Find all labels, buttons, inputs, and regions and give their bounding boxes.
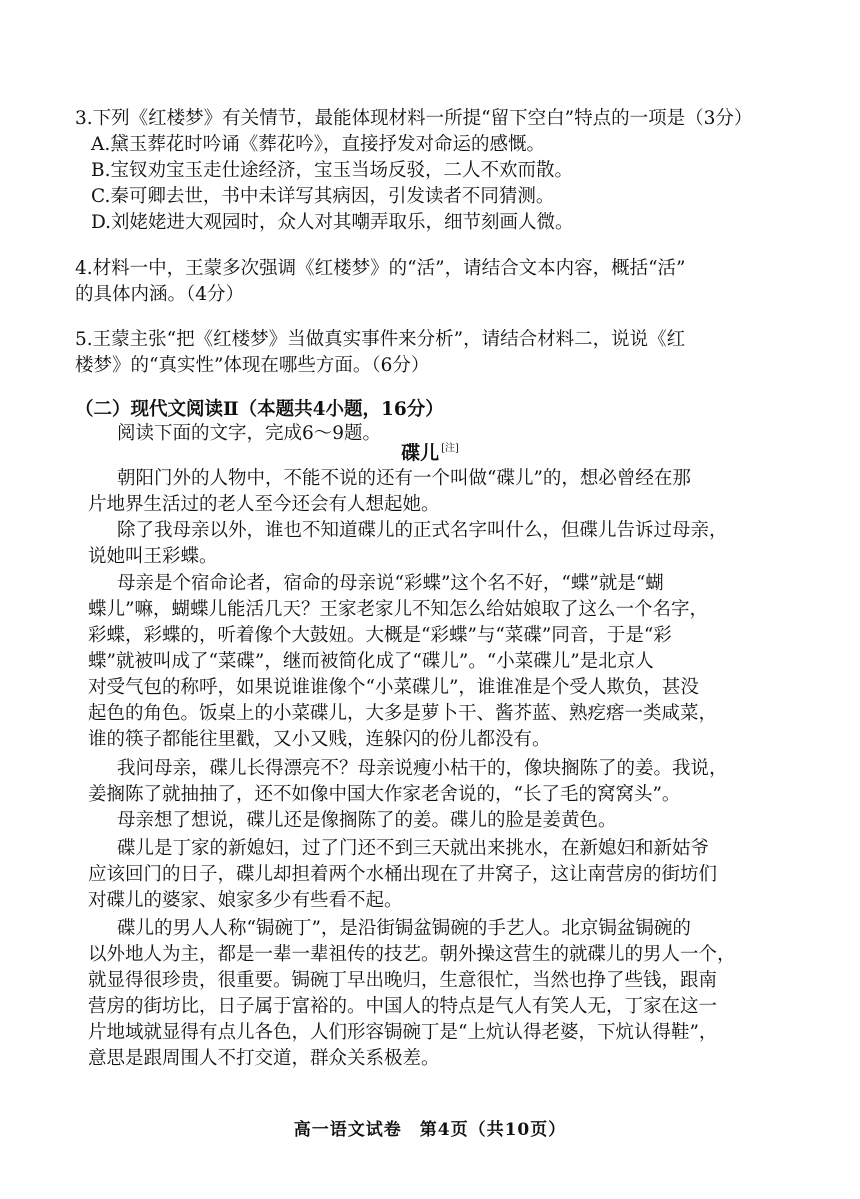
passage-line: 就显得很珍贵，很重要。锔碗丁早出晚归，生意很忙，当然也挣了些钱，跟南 — [88, 970, 718, 991]
passage-line: 片地域就显得有点儿各色，人们形容锔碗丁是“上炕认得老婆，下炕认得鞋”， — [88, 1022, 718, 1043]
section-instruction: 阅读下面的文字，完成6～9题。 — [117, 423, 382, 444]
question-3-option-a: A.黛玉葬花时吟诵《葬花吟》，直接抒发对命运的感慨。 — [91, 134, 545, 155]
passage-line: 朝阳门外的人物中，不能不说的还有一个叫做“碟儿”的，想必曾经在那 — [117, 468, 691, 489]
passage-line: 除了我母亲以外，谁也不知道碟儿的正式名字叫什么，但碟儿告诉过母亲， — [117, 520, 728, 541]
passage-line: 我问母亲，碟儿长得漂亮不？母亲说瘦小枯干的，像块搁陈了的姜。我说， — [117, 758, 728, 779]
passage-title-text: 碟儿 — [401, 442, 440, 464]
question-4-line-2: 的具体内涵。（4分） — [75, 284, 245, 305]
passage-line: 母亲想了想说，碟儿还是像搁陈了的姜。碟儿的脸是姜黄色。 — [117, 810, 617, 831]
question-5-line-2: 楼梦》的“真实性”体现在哪些方面。（6分） — [75, 355, 430, 376]
passage-line: 应该回门的日子，碟儿却担着两个水桶出现在了井窝子，这让南营房的街坊们 — [88, 864, 718, 885]
passage-line: 对碟儿的婆家、娘家多少有些看不起。 — [88, 890, 403, 911]
question-3-option-b: B.宝钗劝宝玉走仕途经济，宝玉当场反驳，二人不欢而散。 — [91, 160, 573, 181]
passage-line: 蝶”就被叫成了“菜碟”，继而被简化成了“碟儿”。“小菜碟儿”是北京人 — [88, 651, 654, 672]
passage-line: 蝶儿”嘛，蝴蝶儿能活几天？王家老家儿不知怎么给姑娘取了这么一个名字， — [88, 599, 708, 620]
passage-line: 谁的筷子都能往里戳，又小又贱，连躲闪的份儿都没有。 — [88, 729, 551, 750]
question-5-line-1: 5.王蒙主张“把《红楼梦》当做真实事件来分析”，请结合材料二，说说《红 — [75, 329, 686, 350]
passage-line: 营房的街坊比，日子属于富裕的。中国人的特点是气人有笑人无，丁家在这一 — [88, 996, 718, 1017]
passage-line: 说她叫王彩蝶。 — [88, 546, 218, 567]
section-heading: （二）现代文阅读Ⅱ（本题共4小题，16分） — [75, 399, 444, 420]
question-3-option-c: C.秦可卿去世，书中未详写其病因，引发读者不同猜测。 — [91, 186, 555, 207]
question-3-option-d: D.刘姥姥进大观园时，众人对其嘲弄取乐，细节刻画人微。 — [91, 212, 574, 233]
passage-line: 片地界生活过的老人至今还会有人想起她。 — [88, 494, 440, 515]
passage-line: 意思是跟周围人不打交道，群众关系极差。 — [88, 1048, 440, 1069]
passage-title — [0, 436, 860, 466]
passage-line: 碟儿的男人人称“锔碗丁”，是沿街锔盆锔碗的手艺人。北京锔盆锔碗的 — [117, 918, 691, 939]
passage-line: 姜搁陈了就抽抽了，还不如像中国大作家老舍说的，“长了毛的窝窝头”。 — [88, 784, 681, 805]
page-footer: 高一语文试卷 第4页（共10页） — [293, 1120, 567, 1140]
question-4-line-1: 4.材料一中，王蒙多次强调《红楼梦》的“活”，请结合文本内容，概括“活” — [75, 258, 686, 279]
passage-line: 母亲是个宿命论者，宿命的母亲说“彩蝶”这个名不好，“蝶”就是“蝴 — [117, 573, 664, 594]
passage-line: 对受气包的称呼，如果说谁谁像个“小菜碟儿”，谁谁准是个受人欺负，甚没 — [88, 677, 699, 698]
passage-line: 以外地人为主，都是一辈一辈祖传的技艺。朝外操这营生的就碟儿的男人一个， — [88, 944, 736, 965]
question-3-stem: 3.下列《红楼梦》有关情节，最能体现材料一所提“留下空白”特点的一项是（3分） — [75, 108, 753, 129]
passage-line: 彩蝶，彩蝶的，听着像个大鼓妞。大概是“彩蝶”与“菜碟”同音，于是“彩 — [88, 625, 672, 646]
passage-line: 碟儿是丁家的新媳妇，过了门还不到三天就出来挑水，在新媳妇和新姑爷 — [117, 838, 710, 859]
passage-line: 起色的角色。饭桌上的小菜碟儿，大多是萝卜干、酱芥蓝、熟疙瘩一类咸菜， — [88, 703, 718, 724]
title-note-marker: [注] — [441, 443, 459, 454]
